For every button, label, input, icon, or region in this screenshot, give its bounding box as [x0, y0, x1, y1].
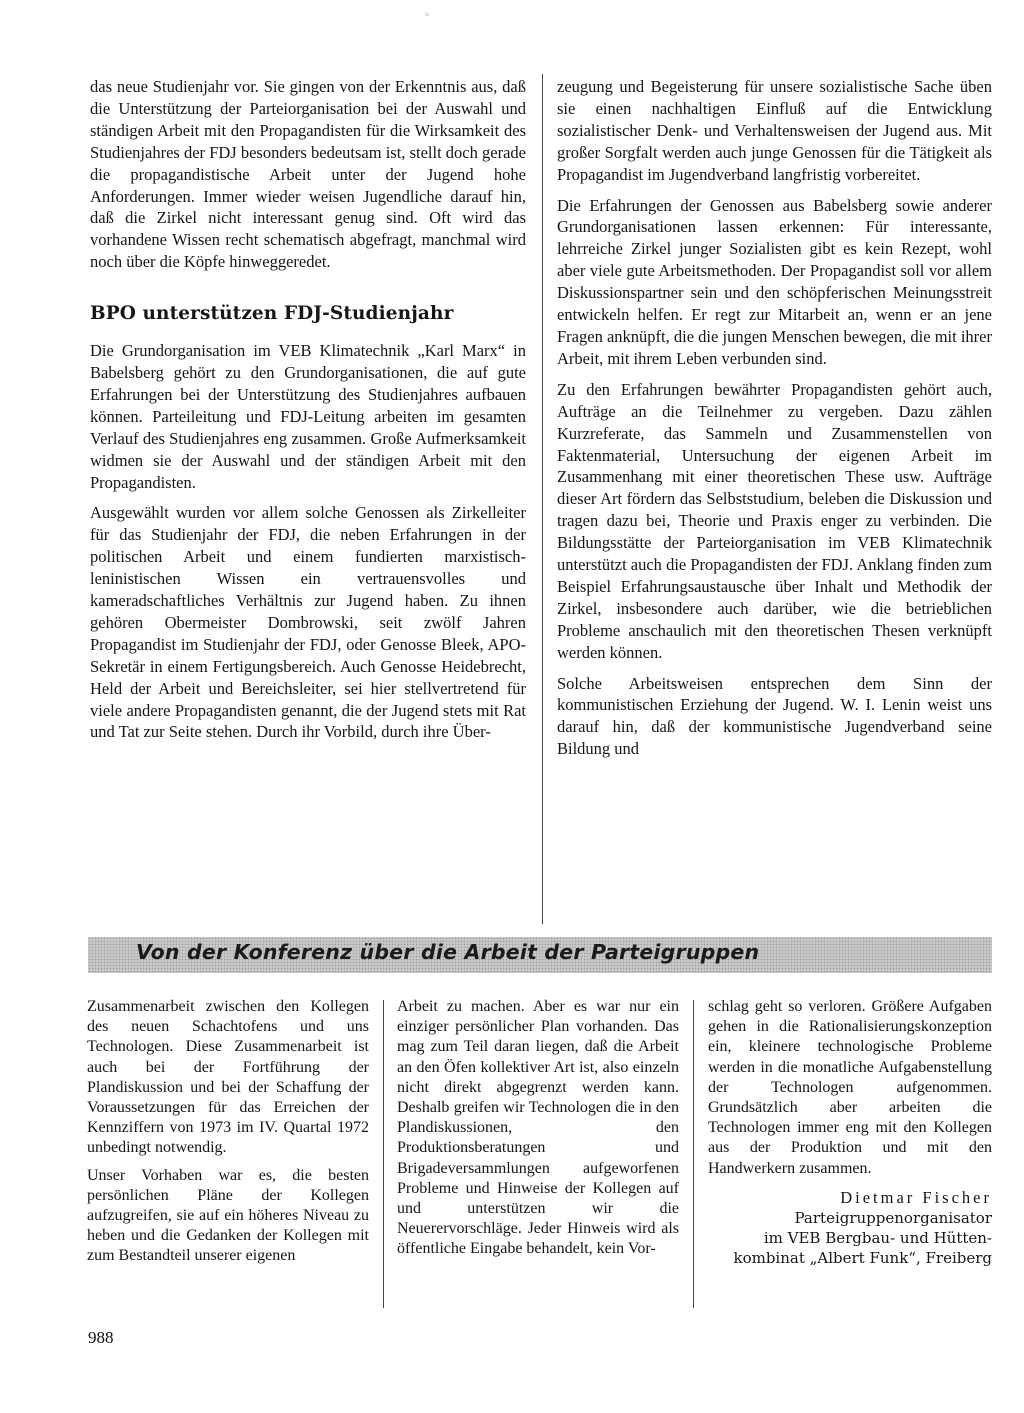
bottom-column-3	[708, 997, 992, 1268]
author-name: Dietmar Fischer	[840, 1187, 992, 1207]
column-divider	[383, 1000, 384, 1308]
print-mark: ◦	[424, 10, 430, 21]
paragraph: Ausgewählt wurden vor allem solche Genossen als Zirkelleiter für das Studienjahr der FDJ, die neben Erfahrungen in der politischen Arbeit und einem fundierten marxistisch-leninistischen Wissen ein vertrauensvolles und kameradschaftliches Verhältnis zur Jugend haben. Zu ihnen gehören Obermeister Dombrowski, seit zwölf Jahren Propagandist im Studienjahr der FDJ, oder Genosse Bleek, APO-Sekretär in einem Fertigungsbereich. Auch Genosse Heidebrecht, Held der Arbeit und Bereichsleiter, sei hier stellvertretend für viele andere Propagandisten genannt, die der Jugend stets mit Rat und Tat zur Seite stehen. Durch ihr Vorbild, durch ihre Über-	[90, 503, 526, 742]
paragraph: Zusammenarbeit zwischen den Kollegen des neuen Schachtofens und uns Technologen. Diese Zusammenarbeit ist auch bei der Fortführung der Plandiskussion und bei der Schaffung der Voraussetzungen für das Erreichen der Kennziffern von 1973 im IV. Quartal 1972 unbedingt notwendig.	[87, 998, 369, 1157]
column-divider	[542, 74, 543, 924]
paragraph: Solche Arbeitsweisen entsprechen dem Sinn der kommunistischen Erziehung der Jugend. W. I. Lenin weist uns darauf hin, daß der kommunistische Jugendverband seine Bildung und	[557, 673, 992, 759]
paragraph: Zu den Erfahrungen bewährter Propagandisten gehört auch, Aufträge an die Teilnehmer zu vergeben. Dazu zählen Kurzreferate, das Sammeln und Zusammenstellen von Faktenmaterial, Untersuchung der eigenen Arbeit im Zusammenhang mit einer theoretischen These usw. Aufträge dieser Art fördern das Selbststudium, beleben die Diskussion und tragen dazu bei, Theorie und Praxis enger zu verbinden. Die Bildungsstätte der Parteiorganisation im VEB Klimatechnik unterstützt auch die Propagandisten der FDJ. Anklang finden zum Beispiel Erfahrungsaustausche über Inhalt und Methodik der Zirkel, insbesondere auch darüber, wie die betrieblichen Probleme anschaulich mit den theoretischen Thesen verknüpft werden können.	[557, 379, 992, 662]
author-role-line: Parteigruppenorganisator	[794, 1209, 992, 1228]
column-divider	[693, 1000, 694, 1308]
paragraph: Die Erfahrungen der Genossen aus Babelsberg sowie anderer Grundorganisationen lassen erkennen: Für interessante, lehrreiche Zirkel junger Sozialisten gibt es kein Rezept, wohl aber viele gute Arbeitsmethoden. Der Propagandist soll vor allem Diskussionspartner sein und den schöpferischen Meinungsstreit entwickeln helfen. Er regt zur Mitarbeit an, wenn er an jene Fragen anknüpft, die die jungen Menschen bewegen, die mit ihrer Arbeit, mit ihrem Leben verbunden sind.	[557, 195, 992, 368]
page-number: 988	[88, 1328, 114, 1347]
author-role-line: im VEB Bergbau- und Hütten-	[763, 1229, 992, 1248]
paragraph: Die Grundorganisation im VEB Klimatechnik „Karl Marx“ in Babelsberg gehört zu den Grundorganisationen, die auf gute Erfahrungen bei der Unterstützung des Studienjahres aufbauen können. Parteileitung und FDJ-Leitung arbeiten im gesamten Verlauf des Studienjahres eng zusammen. Große Aufmerksamkeit widmen sie der Auswahl und der ständigen Arbeit mit den Propagandisten.	[90, 341, 526, 492]
paragraph: das neue Studienjahr vor. Sie gingen von der Erkenntnis aus, daß die Unterstützung der Parteiorganisation bei der Auswahl und ständigen Arbeit mit den Propagandisten für die Wirksamkeit des Studienjahres der FDJ besonders bedeutsam ist, stellt doch gerade die propagandistische Arbeit unter der Jugend hohe Anforderungen. Immer wieder weisen Jugendliche darauf hin, daß die Zirkel nicht interessant genug sind. Oft wird das vorhandene Wissen recht schematisch abgefragt, manchmal wird noch über die Köpfe hinweggeredet.	[90, 77, 526, 272]
top-column-left	[90, 76, 526, 752]
paragraph: Unser Vorhaben war es, die besten persönlichen Pläne der Kollegen aufzugreifen, sie auf ein höheres Niveau zu heben und die Gedanken der Kollegen mit zum Bestandteil unserer eigenen	[87, 1166, 369, 1265]
paragraph: Arbeit zu machen. Aber es war nur ein einziger persönlicher Plan vorhanden. Das mag zum Teil daran liegen, daß die Arbeit an den Öfen kollektiver Art ist, also einzeln nicht direkt abgegrenzt werden kann. Deshalb greifen wir Technologen die in den Plandiskussionen, den Produktionsberatungen und Brigadeversammlungen aufgeworfenen Probleme und Hinweise der Kollegen auf und unterstützen wir die Neuerervorschläge. Jeder Hinweis wird als öffentliche Eingabe behandelt, kein Vor-	[397, 998, 679, 1258]
author-role-line: kombinat „Albert Funk“, Freiberg	[733, 1249, 992, 1268]
paragraph: schlag geht so verloren. Größere Aufgaben gehen in die Rationalisierungskonzeption ein, kleinere technologische Probleme werden in die monatliche Aufgabenstellung der Technologen aufgenommen. Grundsätzlich aber arbeiten die Technologen immer eng mit den Kollegen aus der Produktion und mit den Handwerkern zusammen.	[708, 998, 992, 1177]
bottom-column-1	[87, 997, 369, 1274]
paragraph: zeugung und Begeisterung für unsere sozialistische Sache üben sie einen nachhaltigen Einfluß auf die Entwicklung sozialistischer Denk- und Verhaltensweisen der Jugend aus. Mit großer Sorgfalt werden auch junge Genossen für die Tätigkeit als Propagandist im Jugendverband langfristig vorbereitet.	[557, 77, 992, 184]
bottom-column-2	[397, 997, 679, 1267]
section-banner	[88, 937, 992, 973]
top-column-right	[557, 76, 992, 769]
section-heading: BPO unterstützen FDJ-Studienjahr	[90, 303, 454, 325]
banner-title: Von der Konferenz über die Arbeit der Parteigruppen	[136, 940, 760, 964]
